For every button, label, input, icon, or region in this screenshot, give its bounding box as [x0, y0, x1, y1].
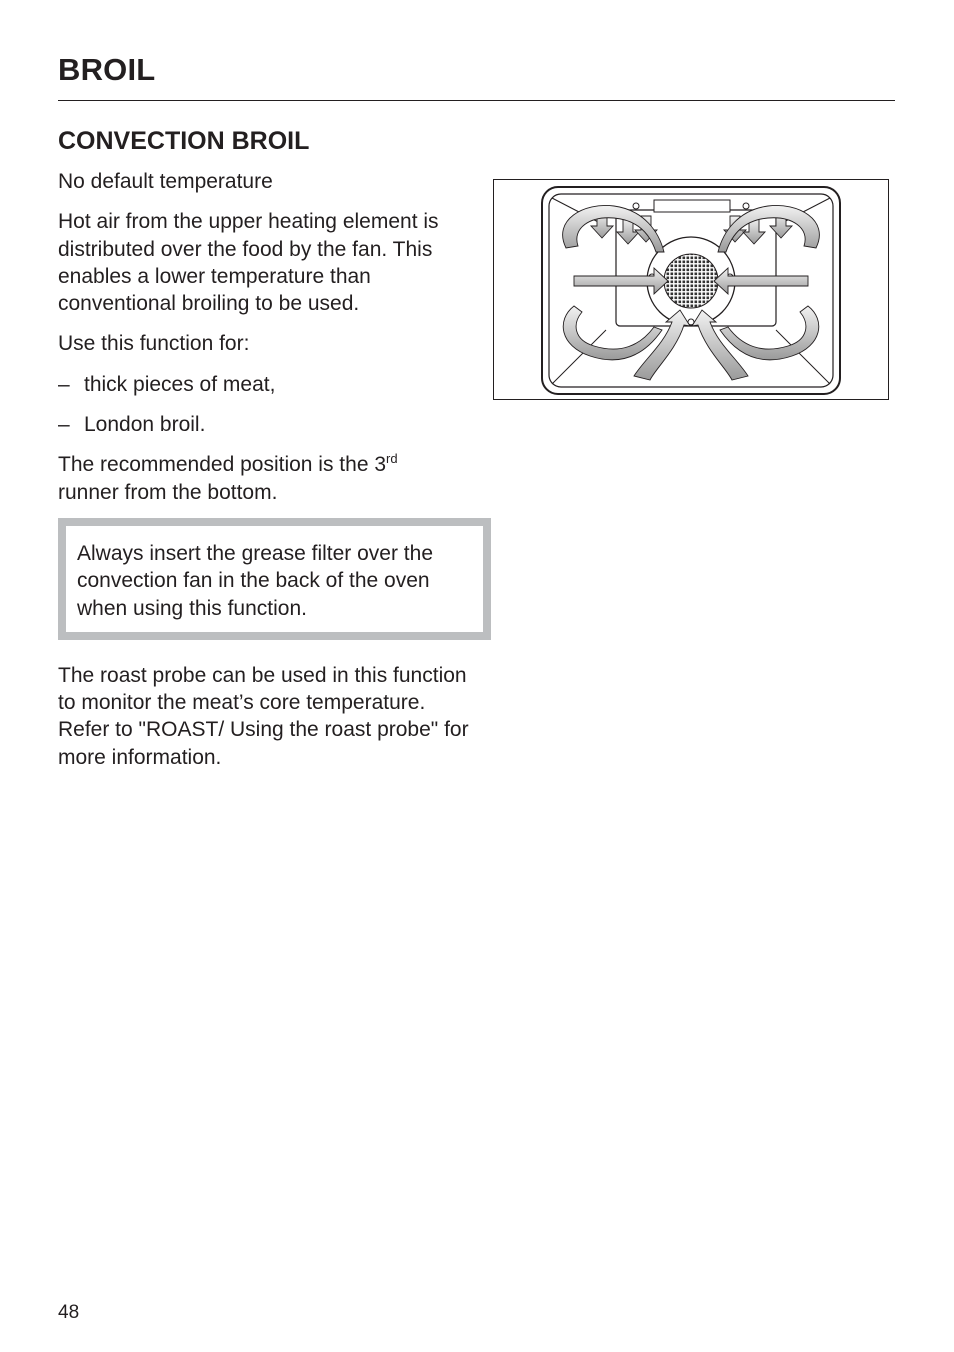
note-text: Always insert the grease filter over the convection fan in the back of the oven when using this function. — [77, 541, 433, 620]
use-intro-text: Use this function for: — [58, 332, 250, 356]
list-dash: – — [58, 372, 70, 396]
description-paragraph: Hot air from the upper heating element is distributed over the food by the fan. This enables a lower temperature than conventional broiling to be used. — [58, 210, 439, 316]
list-item-text: thick pieces of meat, — [84, 372, 276, 396]
fan-grille — [664, 254, 718, 308]
list-item — [58, 371, 470, 398]
section-title: CONVECTION BROIL — [58, 127, 310, 155]
ordinal-suffix: rd — [386, 451, 398, 467]
oven-airflow-diagram — [494, 180, 887, 398]
position-paragraph — [58, 451, 470, 506]
list-item-text: London broil. — [84, 413, 206, 437]
page-title: BROIL — [58, 52, 156, 87]
list-dash: – — [58, 413, 70, 437]
position-text-end: runner from the bottom. — [58, 480, 278, 504]
probe-paragraph: The roast probe can be used in this function to monitor the meat’s core temperature. Refer to "ROAST/ Using the roast probe" for more information. — [58, 663, 469, 769]
note-box — [58, 518, 491, 640]
position-text: The recommended position is the 3 — [58, 453, 387, 477]
header-divider — [58, 100, 895, 101]
main-text-column — [58, 168, 470, 771]
oven-airflow-illustration — [493, 179, 889, 400]
heating-element — [654, 200, 730, 212]
list-item — [58, 411, 470, 438]
default-temperature-text: No default temperature — [58, 170, 273, 193]
page-number: 48 — [58, 1302, 80, 1323]
